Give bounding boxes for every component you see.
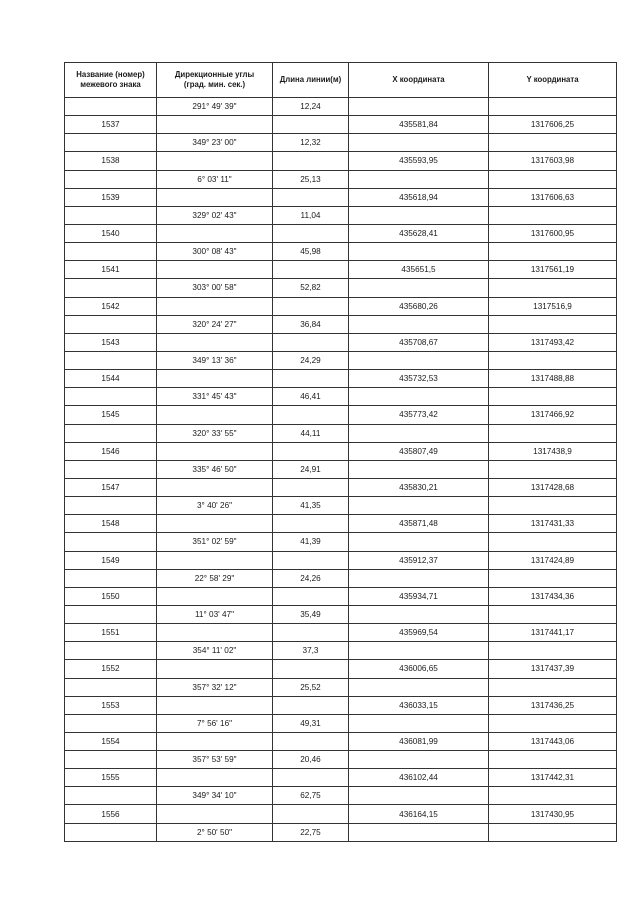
direction-angle-cell: 22° 58' 29": [157, 569, 273, 587]
line-length-cell: [273, 551, 349, 569]
y-coordinate-cell: [489, 279, 617, 297]
x-coordinate-cell: 436081,99: [349, 732, 489, 750]
y-coordinate-cell: 1317606,25: [489, 116, 617, 134]
x-coordinate-cell: [349, 243, 489, 261]
x-coordinate-cell: [349, 388, 489, 406]
x-coordinate-cell: 435593,95: [349, 152, 489, 170]
header-angle-line2: (град. мин. сек.): [183, 80, 246, 89]
line-length-cell: 22,75: [273, 823, 349, 841]
table-row: [65, 206, 617, 224]
table-row: [65, 515, 617, 533]
y-coordinate-cell: [489, 605, 617, 623]
table-row: [65, 261, 617, 279]
y-coordinate-cell: 1317434,36: [489, 587, 617, 605]
x-coordinate-cell: [349, 206, 489, 224]
line-length-cell: 35,49: [273, 605, 349, 623]
table-row: [65, 279, 617, 297]
point-name-cell: [65, 714, 157, 732]
direction-angle-cell: 11° 03' 47": [157, 605, 273, 623]
point-name-cell: 1549: [65, 551, 157, 569]
table-row: [65, 243, 617, 261]
x-coordinate-cell: [349, 823, 489, 841]
line-length-cell: 49,31: [273, 714, 349, 732]
x-coordinate-cell: [349, 134, 489, 152]
point-name-cell: [65, 678, 157, 696]
table-row: [65, 388, 617, 406]
x-coordinate-cell: [349, 424, 489, 442]
line-length-cell: 24,29: [273, 351, 349, 369]
y-coordinate-cell: 1317600,95: [489, 224, 617, 242]
y-coordinate-cell: 1317603,98: [489, 152, 617, 170]
line-length-cell: [273, 442, 349, 460]
y-coordinate-cell: [489, 787, 617, 805]
y-coordinate-cell: [489, 351, 617, 369]
point-name-cell: 1540: [65, 224, 157, 242]
x-coordinate-cell: 435651,5: [349, 261, 489, 279]
table-header: [65, 63, 617, 98]
table-row: [65, 116, 617, 134]
x-coordinate-cell: 435773,42: [349, 406, 489, 424]
table-row: [65, 605, 617, 623]
direction-angle-cell: [157, 696, 273, 714]
line-length-cell: 45,98: [273, 243, 349, 261]
direction-angle-cell: [157, 551, 273, 569]
y-coordinate-cell: 1317431,33: [489, 515, 617, 533]
direction-angle-cell: 291° 49' 39": [157, 98, 273, 116]
line-length-cell: [273, 805, 349, 823]
direction-angle-cell: [157, 116, 273, 134]
table-row: [65, 533, 617, 551]
point-name-cell: 1539: [65, 188, 157, 206]
x-coordinate-cell: [349, 642, 489, 660]
direction-angle-cell: 303° 00' 58": [157, 279, 273, 297]
x-coordinate-cell: [349, 170, 489, 188]
x-coordinate-cell: [349, 351, 489, 369]
y-coordinate-cell: [489, 388, 617, 406]
direction-angle-cell: 7° 56' 16": [157, 714, 273, 732]
direction-angle-cell: [157, 333, 273, 351]
y-coordinate-cell: [489, 460, 617, 478]
y-coordinate-cell: 1317441,17: [489, 624, 617, 642]
point-name-cell: [65, 315, 157, 333]
line-length-cell: 20,46: [273, 751, 349, 769]
table-row: [65, 351, 617, 369]
table-row: [65, 170, 617, 188]
line-length-cell: [273, 696, 349, 714]
y-coordinate-cell: 1317430,95: [489, 805, 617, 823]
y-coordinate-cell: [489, 678, 617, 696]
table-row: [65, 732, 617, 750]
y-coordinate-cell: [489, 98, 617, 116]
table-row: [65, 696, 617, 714]
direction-angle-cell: 354° 11' 02": [157, 642, 273, 660]
point-name-cell: [65, 605, 157, 623]
y-coordinate-cell: [489, 424, 617, 442]
direction-angle-cell: 335° 46' 50": [157, 460, 273, 478]
x-coordinate-cell: 435680,26: [349, 297, 489, 315]
header-x: X координата: [349, 63, 489, 98]
x-coordinate-cell: [349, 497, 489, 515]
y-coordinate-cell: [489, 823, 617, 841]
direction-angle-cell: [157, 660, 273, 678]
line-length-cell: [273, 478, 349, 496]
line-length-cell: [273, 732, 349, 750]
point-name-cell: [65, 533, 157, 551]
x-coordinate-cell: [349, 751, 489, 769]
x-coordinate-cell: 435732,53: [349, 370, 489, 388]
y-coordinate-cell: 1317561,19: [489, 261, 617, 279]
line-length-cell: [273, 769, 349, 787]
x-coordinate-cell: 435807,49: [349, 442, 489, 460]
direction-angle-cell: [157, 370, 273, 388]
direction-angle-cell: [157, 188, 273, 206]
table-row: [65, 823, 617, 841]
header-name-line2: межевого знака: [80, 80, 141, 89]
table-row: [65, 98, 617, 116]
y-coordinate-cell: [489, 714, 617, 732]
y-coordinate-cell: 1317424,89: [489, 551, 617, 569]
y-coordinate-cell: [489, 569, 617, 587]
y-coordinate-cell: 1317437,39: [489, 660, 617, 678]
y-coordinate-cell: [489, 497, 617, 515]
y-coordinate-cell: 1317436,25: [489, 696, 617, 714]
line-length-cell: 24,91: [273, 460, 349, 478]
point-name-cell: 1552: [65, 660, 157, 678]
line-length-cell: [273, 224, 349, 242]
y-coordinate-cell: 1317443,06: [489, 732, 617, 750]
table-row: [65, 315, 617, 333]
x-coordinate-cell: 435934,71: [349, 587, 489, 605]
direction-angle-cell: [157, 624, 273, 642]
x-coordinate-cell: 435912,37: [349, 551, 489, 569]
header-name-line1: Название (номер): [76, 70, 145, 79]
line-length-cell: 12,24: [273, 98, 349, 116]
point-name-cell: [65, 98, 157, 116]
point-name-cell: 1545: [65, 406, 157, 424]
table-row: [65, 805, 617, 823]
table-row: [65, 497, 617, 515]
line-length-cell: 52,82: [273, 279, 349, 297]
point-name-cell: [65, 279, 157, 297]
direction-angle-cell: 357° 53' 59": [157, 751, 273, 769]
direction-angle-cell: 6° 03' 11": [157, 170, 273, 188]
point-name-cell: [65, 351, 157, 369]
line-length-cell: 36,84: [273, 315, 349, 333]
direction-angle-cell: [157, 732, 273, 750]
table-row: [65, 678, 617, 696]
table-row: [65, 751, 617, 769]
x-coordinate-cell: [349, 605, 489, 623]
header-angle-line1: Дирекционные углы: [174, 70, 255, 79]
line-length-cell: 41,39: [273, 533, 349, 551]
point-name-cell: 1542: [65, 297, 157, 315]
line-length-cell: 12,32: [273, 134, 349, 152]
point-name-cell: [65, 134, 157, 152]
table-row: [65, 642, 617, 660]
point-name-cell: [65, 751, 157, 769]
point-name-cell: 1555: [65, 769, 157, 787]
table-row: [65, 587, 617, 605]
line-length-cell: [273, 297, 349, 315]
table-row: [65, 787, 617, 805]
line-length-cell: [273, 587, 349, 605]
point-name-cell: 1537: [65, 116, 157, 134]
y-coordinate-cell: [489, 533, 617, 551]
direction-angle-cell: 351° 02' 59": [157, 533, 273, 551]
direction-angle-cell: 320° 33' 55": [157, 424, 273, 442]
x-coordinate-cell: 435969,54: [349, 624, 489, 642]
line-length-cell: [273, 188, 349, 206]
line-length-cell: [273, 370, 349, 388]
direction-angle-cell: [157, 769, 273, 787]
direction-angle-cell: 357° 32' 12": [157, 678, 273, 696]
point-name-cell: [65, 787, 157, 805]
x-coordinate-cell: [349, 787, 489, 805]
x-coordinate-cell: 435830,21: [349, 478, 489, 496]
direction-angle-cell: [157, 587, 273, 605]
table-row: [65, 134, 617, 152]
table-row: [65, 460, 617, 478]
line-length-cell: 25,52: [273, 678, 349, 696]
x-coordinate-cell: [349, 460, 489, 478]
direction-angle-cell: [157, 515, 273, 533]
y-coordinate-cell: [489, 206, 617, 224]
line-length-cell: [273, 116, 349, 134]
boundary-coordinates-table: [64, 62, 617, 842]
point-name-cell: 1548: [65, 515, 157, 533]
line-length-cell: 46,41: [273, 388, 349, 406]
y-coordinate-cell: 1317606,63: [489, 188, 617, 206]
direction-angle-cell: 300° 08' 43": [157, 243, 273, 261]
x-coordinate-cell: [349, 678, 489, 696]
line-length-cell: [273, 660, 349, 678]
header-length: Длина линии(м): [273, 63, 349, 98]
y-coordinate-cell: 1317428,68: [489, 478, 617, 496]
x-coordinate-cell: 435708,67: [349, 333, 489, 351]
point-name-cell: [65, 497, 157, 515]
x-coordinate-cell: 435581,84: [349, 116, 489, 134]
x-coordinate-cell: [349, 315, 489, 333]
y-coordinate-cell: [489, 642, 617, 660]
direction-angle-cell: 2° 50' 50": [157, 823, 273, 841]
point-name-cell: 1538: [65, 152, 157, 170]
point-name-cell: [65, 424, 157, 442]
y-coordinate-cell: 1317488,88: [489, 370, 617, 388]
line-length-cell: 62,75: [273, 787, 349, 805]
table-row: [65, 424, 617, 442]
x-coordinate-cell: 435871,48: [349, 515, 489, 533]
point-name-cell: 1553: [65, 696, 157, 714]
x-coordinate-cell: [349, 279, 489, 297]
y-coordinate-cell: 1317516,9: [489, 297, 617, 315]
table-row: [65, 551, 617, 569]
y-coordinate-cell: 1317438,9: [489, 442, 617, 460]
table-row: [65, 370, 617, 388]
point-name-cell: 1547: [65, 478, 157, 496]
y-coordinate-cell: 1317442,31: [489, 769, 617, 787]
point-name-cell: 1544: [65, 370, 157, 388]
x-coordinate-cell: 436102,44: [349, 769, 489, 787]
table-row: [65, 769, 617, 787]
x-coordinate-cell: [349, 98, 489, 116]
direction-angle-cell: 3° 40' 26": [157, 497, 273, 515]
x-coordinate-cell: 436033,15: [349, 696, 489, 714]
direction-angle-cell: [157, 224, 273, 242]
direction-angle-cell: [157, 261, 273, 279]
table-row: [65, 333, 617, 351]
point-name-cell: 1546: [65, 442, 157, 460]
point-name-cell: 1556: [65, 805, 157, 823]
line-length-cell: 41,35: [273, 497, 349, 515]
line-length-cell: [273, 624, 349, 642]
header-row: [65, 63, 617, 98]
point-name-cell: [65, 642, 157, 660]
line-length-cell: 44,11: [273, 424, 349, 442]
y-coordinate-cell: [489, 134, 617, 152]
table-row: [65, 442, 617, 460]
point-name-cell: 1550: [65, 587, 157, 605]
y-coordinate-cell: 1317493,42: [489, 333, 617, 351]
table-row: [65, 297, 617, 315]
table-row: [65, 152, 617, 170]
table-row: [65, 224, 617, 242]
y-coordinate-cell: [489, 243, 617, 261]
direction-angle-cell: [157, 805, 273, 823]
x-coordinate-cell: 436006,65: [349, 660, 489, 678]
header-name: [65, 63, 157, 98]
point-name-cell: [65, 823, 157, 841]
x-coordinate-cell: 435618,94: [349, 188, 489, 206]
y-coordinate-cell: [489, 170, 617, 188]
direction-angle-cell: 320° 24' 27": [157, 315, 273, 333]
line-length-cell: 25,13: [273, 170, 349, 188]
direction-angle-cell: [157, 297, 273, 315]
point-name-cell: [65, 170, 157, 188]
line-length-cell: [273, 406, 349, 424]
header-y: Y координата: [489, 63, 617, 98]
direction-angle-cell: 349° 34' 10": [157, 787, 273, 805]
direction-angle-cell: [157, 442, 273, 460]
point-name-cell: [65, 569, 157, 587]
point-name-cell: 1551: [65, 624, 157, 642]
point-name-cell: 1541: [65, 261, 157, 279]
point-name-cell: [65, 243, 157, 261]
header-angle: [157, 63, 273, 98]
direction-angle-cell: 329° 02' 43": [157, 206, 273, 224]
direction-angle-cell: 331° 45' 43": [157, 388, 273, 406]
table-row: [65, 714, 617, 732]
x-coordinate-cell: [349, 714, 489, 732]
table-row: [65, 478, 617, 496]
line-length-cell: [273, 333, 349, 351]
table-body: [65, 98, 617, 842]
line-length-cell: [273, 515, 349, 533]
line-length-cell: [273, 152, 349, 170]
y-coordinate-cell: 1317466,92: [489, 406, 617, 424]
x-coordinate-cell: 435628,41: [349, 224, 489, 242]
survey-sheet: [64, 62, 616, 842]
x-coordinate-cell: 436164,15: [349, 805, 489, 823]
line-length-cell: 11,04: [273, 206, 349, 224]
direction-angle-cell: [157, 478, 273, 496]
line-length-cell: 24,26: [273, 569, 349, 587]
direction-angle-cell: 349° 13' 36": [157, 351, 273, 369]
point-name-cell: [65, 206, 157, 224]
direction-angle-cell: [157, 406, 273, 424]
direction-angle-cell: 349° 23' 00": [157, 134, 273, 152]
point-name-cell: [65, 460, 157, 478]
table-row: [65, 624, 617, 642]
table-row: [65, 569, 617, 587]
direction-angle-cell: [157, 152, 273, 170]
x-coordinate-cell: [349, 569, 489, 587]
line-length-cell: 37,3: [273, 642, 349, 660]
table-row: [65, 660, 617, 678]
table-row: [65, 188, 617, 206]
y-coordinate-cell: [489, 751, 617, 769]
point-name-cell: 1554: [65, 732, 157, 750]
point-name-cell: 1543: [65, 333, 157, 351]
line-length-cell: [273, 261, 349, 279]
y-coordinate-cell: [489, 315, 617, 333]
table-row: [65, 406, 617, 424]
point-name-cell: [65, 388, 157, 406]
x-coordinate-cell: [349, 533, 489, 551]
